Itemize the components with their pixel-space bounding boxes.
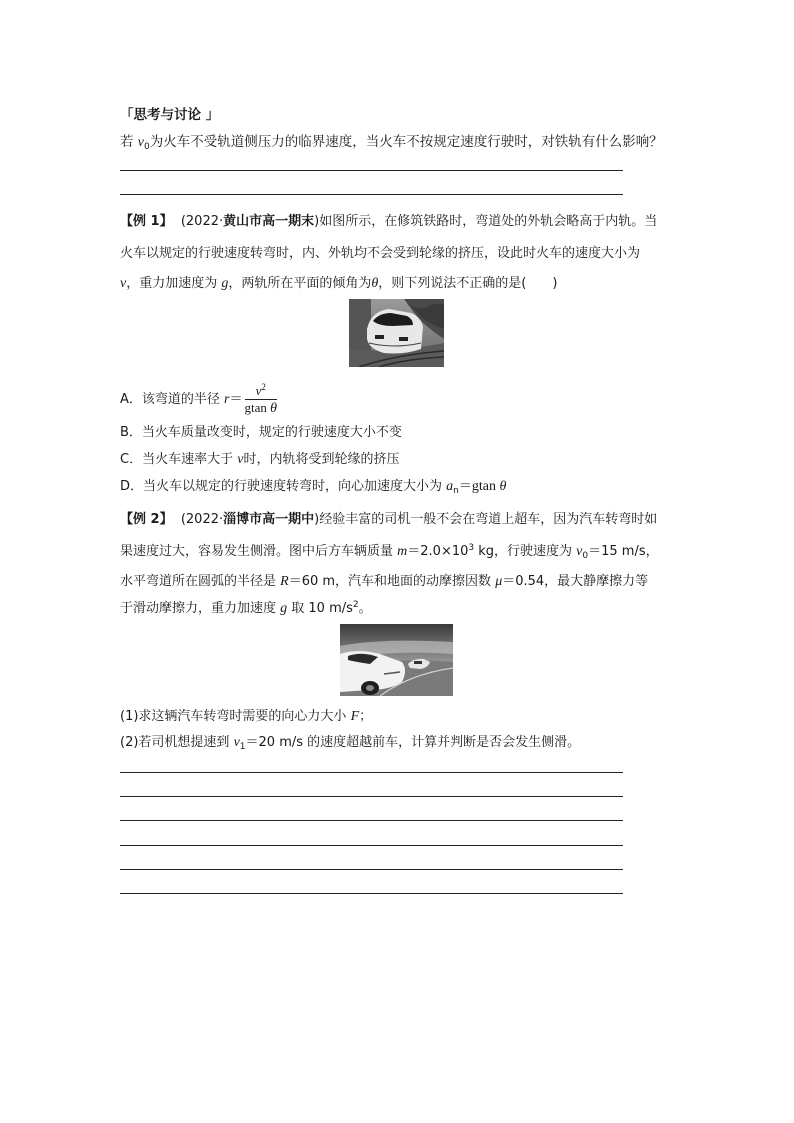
var-v: v (137, 135, 145, 150)
ex1-line-3: v，重力加速度为 g，两轨所在平面的倾角为θ，则下列说法不正确的是( ) (120, 276, 558, 291)
ex2-tag: 【例 2】 (120, 512, 173, 527)
option-a: A．该弯道的半径 r＝ $\frac{v^2}{\text{gtan θ}}$ (120, 382, 278, 416)
ex2-line-3: 水平弯道所在圆弧的半径是 R＝60 m，汽车和地面的动摩擦因数 μ＝0.54，最大静摩擦力等 (120, 574, 649, 589)
option-b: B．当火车质量改变时，规定的行驶速度大小不变 (120, 425, 402, 440)
ex2-line-1: 【例 2】 (2022·淄博市高一期中)经验丰富的司机一般不会在弯道上超车，因为汽车转弯时如 (120, 512, 658, 527)
option-d: D．当火车以规定的行驶速度转弯时，向心加速度大小为 $a_n=gtan$ θ (120, 479, 507, 496)
ex1-tag: 【例 1】 (120, 214, 173, 229)
option-c: C．当火车速率大于 v时，内轨将受到轮缘的挤压 (120, 452, 400, 467)
car-photo (340, 624, 453, 696)
answer-line (120, 893, 623, 894)
ex2-line-4: 于滑动摩擦力，重力加速度 g 取 10 $m/s^2$。 (120, 600, 372, 616)
fraction: $\frac{v^2}{\text{gtan θ}}$ (244, 382, 278, 416)
question-2: (2)若司机想提速到 $v_1=20$ m/s 的速度超越前车，计算并判断是否会发生侧滑。 (120, 735, 581, 752)
answer-line (120, 796, 623, 797)
ex1-line-1: 【例 1】 (2022·黄山市高一期末)如图所示，在修筑铁路时，弯道处的外轨会略高于内轨。当 (120, 214, 658, 229)
ex2-source: 淄博市高一期中 (223, 512, 315, 527)
answer-line (120, 869, 623, 870)
think-heading: 「思考与讨论 」 (120, 107, 220, 123)
ex1-source: 黄山市高一期末 (223, 214, 315, 229)
answer-line (120, 820, 623, 821)
question-1: (1)求这辆汽车转弯时需要的向心力大小 F； (120, 709, 373, 724)
train-photo (349, 299, 444, 367)
answer-line (120, 170, 623, 171)
answer-line (120, 772, 623, 773)
ex1-line-2: 火车以规定的行驶速度转弯时，内、外轨均不会受到轮缘的挤压，设此时火车的速度大小为 (120, 246, 641, 261)
ex2-line-2: 果速度过大，容易发生侧滑。图中后方车辆质量 $m=2.0\times 10^3$ kg，行驶速度为 $v_0=15$ m/s， (120, 543, 659, 561)
answer-line (120, 845, 623, 846)
think-question: 若 $v_0$为火车不受轨道侧压力的临界速度，当火车不按规定速度行驶时，对铁轨有什么影响？ (120, 134, 663, 152)
answer-line (120, 194, 623, 195)
